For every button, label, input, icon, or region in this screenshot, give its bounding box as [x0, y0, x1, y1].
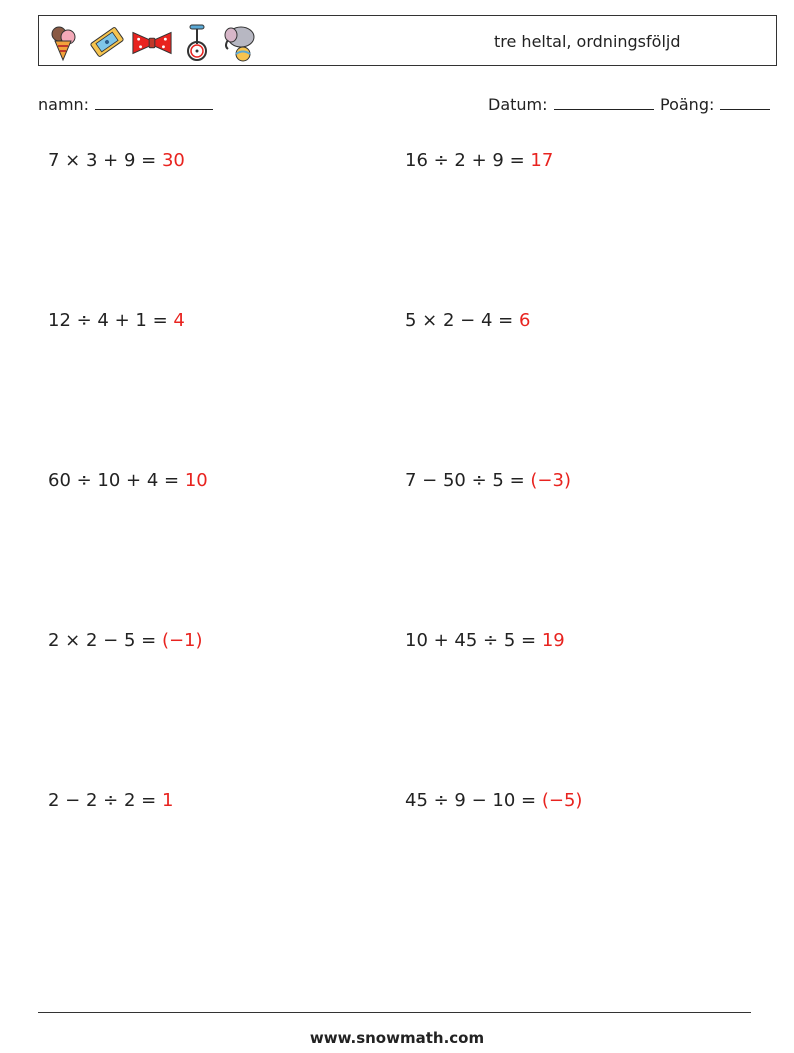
unicycle-icon: [179, 22, 215, 62]
problem-expression: 5 × 2 − 4 =: [405, 310, 514, 331]
header-box: [38, 15, 777, 66]
problem-expression: 60 ÷ 10 + 4 =: [48, 470, 180, 491]
problem-expression: 45 ÷ 9 − 10 =: [405, 790, 537, 811]
footer-url: www.snowmath.com: [309, 1029, 485, 1047]
score-line: [720, 95, 770, 110]
problem-expression: 12 ÷ 4 + 1 =: [48, 310, 168, 331]
problem-answer: 17: [530, 150, 554, 171]
problem: [48, 470, 208, 491]
name-label: namn:: [38, 95, 90, 114]
problem: [405, 630, 565, 651]
problem-answer: (−1): [161, 630, 203, 651]
problem-answer: 6: [518, 310, 531, 331]
ticket-icon: [89, 22, 125, 62]
problem: [405, 150, 553, 171]
footer-divider: [38, 1012, 751, 1013]
problem-answer: 10: [184, 470, 208, 491]
header-icons: [47, 20, 261, 64]
problem-expression: 16 ÷ 2 + 9 =: [405, 150, 525, 171]
problem: [48, 790, 173, 811]
name-field: [38, 95, 213, 114]
problem-answer: 19: [541, 630, 565, 651]
score-label: Poäng:: [660, 95, 715, 114]
problem-expression: 10 + 45 ÷ 5 =: [405, 630, 537, 651]
problem: [405, 790, 582, 811]
problem-answer: (−5): [541, 790, 583, 811]
score-field: [660, 95, 770, 114]
ice-cream-icon: [47, 22, 83, 62]
problem: [405, 310, 530, 331]
problem-expression: 2 × 2 − 5 =: [48, 630, 157, 651]
problem-answer: 1: [161, 790, 174, 811]
problem-expression: 7 × 3 + 9 =: [48, 150, 157, 171]
date-field: [488, 95, 654, 114]
problem: [48, 310, 185, 331]
problem-answer: 30: [161, 150, 185, 171]
problem: [405, 470, 571, 491]
problem-expression: 7 − 50 ÷ 5 =: [405, 470, 525, 491]
problem-expression: 2 − 2 ÷ 2 =: [48, 790, 157, 811]
name-line: [95, 95, 213, 110]
date-label: Datum:: [488, 95, 548, 114]
problem-answer: 4: [173, 310, 185, 331]
problem: [48, 150, 185, 171]
date-line: [554, 95, 654, 110]
problem-answer: (−3): [530, 470, 571, 491]
worksheet-title: tre heltal, ordningsföljd: [494, 32, 681, 51]
problem: [48, 630, 203, 651]
bow-tie-icon: [131, 22, 173, 62]
elephant-on-ball-icon: [221, 22, 261, 62]
